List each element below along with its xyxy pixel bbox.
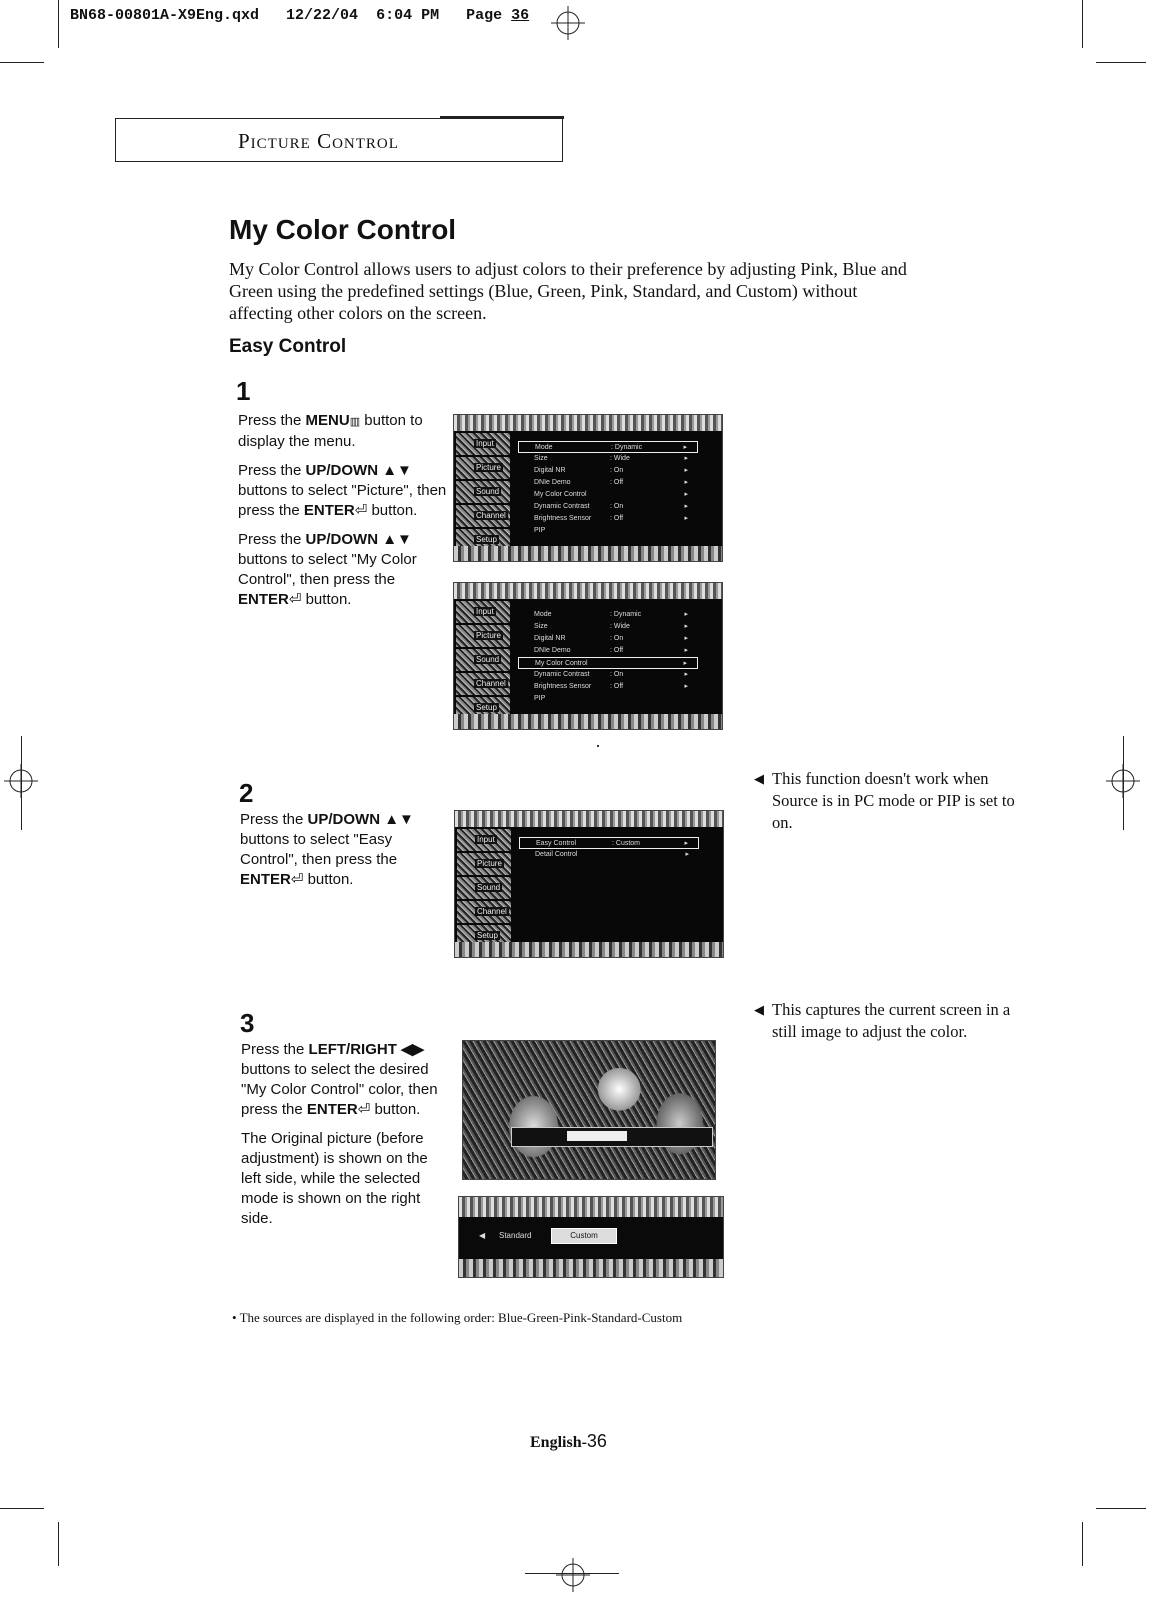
menu-row [518, 489, 698, 501]
menu-row-label: Digital NR [534, 635, 566, 642]
menu-row-value: : On [610, 635, 624, 642]
instruction-text: buttons to select "My Color Control", then press the [238, 551, 417, 588]
menu-row [518, 657, 698, 669]
registration-mark-icon [556, 1558, 590, 1592]
menu-row-value: : On [610, 671, 624, 678]
menu-row-label: Easy Control [536, 840, 577, 847]
instruction-text: Press the [240, 811, 308, 828]
step-instructions [238, 411, 448, 619]
key-name: ENTER [306, 1101, 358, 1118]
menu-row-value: : Off [610, 647, 624, 654]
key-name: MENU [305, 412, 350, 429]
tv-menu-screenshot [454, 810, 724, 958]
instruction-text: The Original picture (before adjustment) is shown on the left side, while the selected mode is shown on the right side. [241, 1130, 428, 1227]
sidebar-item-input [456, 433, 510, 455]
arrow-right-icon: ▸ [684, 479, 688, 486]
instruction-text: button. [371, 502, 418, 519]
crop-mark [21, 736, 22, 830]
menu-row-label: My Color Control [534, 491, 587, 498]
instruction-paragraph [238, 461, 448, 521]
key-name: ENTER [240, 871, 291, 888]
subheading: Easy Control [229, 336, 347, 357]
menu-row-label: Digital NR [534, 467, 566, 474]
footnote-text: The sources are displayed in the following order: Blue-Green-Pink-Standard-Custom [239, 1310, 683, 1325]
easy-control-bar-screenshot [458, 1196, 724, 1278]
menu-row-label: PIP [534, 527, 546, 534]
menu-row [518, 693, 698, 705]
arrow-right-icon: ▸ [684, 647, 688, 654]
menu-row-value: : Dynamic [610, 611, 642, 618]
menu-sidebar [454, 599, 512, 714]
arrow-right-icon: ▸ [684, 611, 688, 618]
arrow-right-icon: ▸ [684, 455, 688, 462]
arrow-right-icon: ▸ [684, 683, 688, 690]
arrow-right-icon: ▸ [684, 491, 688, 498]
arrow-right-icon: ▸ [683, 444, 687, 451]
instruction-paragraph [238, 411, 448, 452]
print-date: 12/22/04 [286, 7, 359, 24]
sidebar-item-sound [457, 877, 511, 899]
crop-mark [0, 1508, 44, 1509]
print-page-num: 36 [511, 7, 530, 24]
intro-paragraph: My Color Control allows users to adjust colors to their preference by adjusting Pink, Blue and Green using the predefined settings (Blue, Green, Pink, Standard, and Custom) without affecting other colors on the screen. [229, 259, 907, 323]
instruction-text: Press the [238, 462, 306, 479]
arrow-right-icon: ▸ [683, 660, 687, 667]
menu-row-value: : Off [610, 479, 624, 486]
menu-help-bar [454, 546, 722, 561]
instruction-text: Press the [238, 412, 306, 429]
easy-option-left: Standard [499, 1231, 532, 1240]
menu-help-bar [455, 942, 723, 957]
sidebar-label: Sound [476, 487, 500, 496]
menu-row [518, 609, 698, 621]
menu-title-bar [454, 583, 722, 599]
menu-row [518, 621, 698, 633]
menu-row [518, 669, 698, 681]
sidebar-label: Input [476, 607, 494, 616]
instruction-text: button. [305, 591, 352, 608]
sidebar-label: Setup [477, 931, 498, 940]
sidebar-label: Setup [476, 535, 497, 544]
menu-sidebar [455, 827, 513, 942]
crop-mark [0, 62, 44, 63]
side-note [754, 768, 1032, 834]
key-name: LEFT/RIGHT ◀▶ [308, 1041, 425, 1058]
sidebar-label: Setup [476, 703, 497, 712]
sidebar-label: Picture [476, 463, 501, 472]
menu-row-value: : Wide [610, 623, 630, 630]
key-name: ENTER [303, 502, 355, 519]
instruction-text: button to display the menu. [238, 412, 423, 450]
menu-row-value: : On [610, 503, 624, 510]
key-name: UP/DOWN ▲▼ [305, 462, 412, 479]
menu-row-value: : Off [610, 683, 624, 690]
arrow-right-icon: ▸ [684, 503, 688, 510]
section-title: Picture Control [238, 129, 399, 153]
instruction-paragraph [238, 530, 448, 610]
page-number-prefix: English- [530, 1434, 587, 1451]
arrow-right-icon: ▸ [685, 851, 689, 858]
menu-row [518, 633, 698, 645]
arrow-right-icon: ▸ [684, 623, 688, 630]
menu-row [518, 525, 698, 537]
key-name: ENTER [238, 591, 289, 608]
menu-row [518, 441, 698, 453]
menu-title-bar [454, 415, 722, 431]
menu-row [518, 681, 698, 693]
instruction-paragraph [241, 1129, 451, 1229]
print-file: BN68-00801A-X9Eng.qxd [70, 7, 260, 24]
instruction-paragraph [240, 810, 450, 890]
instruction-text: Press the [238, 531, 306, 548]
sidebar-item-channel [456, 505, 510, 527]
crop-mark [1123, 736, 1124, 830]
menu-title-bar [455, 811, 723, 827]
arrow-right-icon: ▸ [684, 467, 688, 474]
note-text: This captures the current screen in a still image to adjust the color. [772, 1000, 1011, 1041]
sidebar-label: Channel [476, 511, 506, 520]
sidebar-item-channel [456, 673, 510, 695]
sidebar-label: Sound [476, 655, 500, 664]
sidebar-label: Sound [477, 883, 501, 892]
crop-mark [1082, 1522, 1083, 1566]
sidebar-label: Picture [476, 631, 501, 640]
menu-row-label: Mode [534, 611, 552, 618]
crop-mark [58, 0, 59, 48]
crop-mark [58, 1522, 59, 1566]
note-pointer-icon: ◀ [754, 1002, 764, 1017]
crop-mark [525, 1573, 619, 1574]
instruction-text: button. [374, 1101, 421, 1118]
menu-row-label: My Color Control [535, 660, 588, 667]
enter-key-icon: ⏎ [290, 871, 304, 888]
sidebar-label: Input [477, 835, 495, 844]
instruction-text: button. [307, 871, 354, 888]
sidebar-label: Channel [476, 679, 506, 688]
sidebar-item-input [456, 601, 510, 623]
step-number: 2 [239, 778, 254, 808]
menu-row-value: : Wide [610, 455, 630, 462]
menu-sidebar [454, 431, 512, 546]
menu-row-value: : Off [610, 515, 624, 522]
menu-row [519, 837, 699, 849]
menu-help-bar [454, 714, 722, 729]
arrow-right-icon: ▸ [684, 515, 688, 522]
print-page-label: Page [466, 7, 503, 24]
step-instructions [241, 1040, 451, 1238]
menu-row [518, 453, 698, 465]
step-number: 1 [236, 376, 251, 406]
instruction-text: buttons to select "Picture", then press the [238, 482, 447, 519]
instruction-text: Press the [241, 1041, 309, 1058]
key-name: UP/DOWN ▲▼ [307, 811, 414, 828]
tv-menu-screenshot [453, 414, 723, 562]
menu-row-label: Size [534, 623, 548, 630]
side-note [754, 999, 1032, 1043]
sidebar-label: Channel [477, 907, 507, 916]
menu-help-bar [459, 1259, 723, 1277]
menu-row [518, 645, 698, 657]
tv-menu-screenshot [453, 582, 723, 730]
instruction-text: buttons to select "Easy Control", then press the [240, 831, 398, 868]
enter-key-icon: ⏎ [288, 591, 302, 608]
enter-key-icon: ⏎ [354, 502, 368, 519]
menu-row [518, 477, 698, 489]
sidebar-item-picture [456, 457, 510, 479]
print-time: 6:04 PM [376, 7, 440, 24]
note-pointer-icon: ◀ [754, 771, 764, 786]
selected-color-highlight [567, 1131, 627, 1141]
menu-row [518, 513, 698, 525]
sidebar-item-channel [457, 901, 511, 923]
note-text: This function doesn't work when Source is in PC mode or PIP is set to on. [772, 769, 1015, 832]
step-instructions [240, 810, 450, 899]
sidebar-item-picture [456, 625, 510, 647]
footnote [232, 1310, 682, 1326]
menu-row-label: Dynamic Contrast [534, 671, 590, 678]
crop-mark [1096, 1508, 1146, 1509]
menu-row-label: Detail Control [535, 851, 578, 858]
registration-mark-icon [551, 6, 585, 40]
sidebar-label: Input [476, 439, 494, 448]
crop-mark [1082, 0, 1083, 48]
menu-row [518, 465, 698, 477]
sidebar-label: Picture [477, 859, 502, 868]
page-number [530, 1431, 607, 1452]
sidebar-item-picture [457, 853, 511, 875]
menu-row-value: : Custom [612, 840, 641, 847]
section-header [115, 118, 563, 162]
easy-option-selected: Custom [551, 1228, 617, 1244]
print-header [70, 7, 529, 24]
menu-row-label: PIP [534, 695, 546, 702]
arrow-right-icon: ▸ [684, 671, 688, 678]
menu-row-label: DNIe Demo [534, 479, 571, 486]
menu-row-label: Size [534, 455, 548, 462]
menu-row [519, 849, 699, 861]
menu-row-label: Brightness Sensor [534, 683, 592, 690]
menu-row-label: Dynamic Contrast [534, 503, 590, 510]
arrow-right-icon: ▸ [684, 635, 688, 642]
menu-row-label: Brightness Sensor [534, 515, 592, 522]
still-image-screenshot [462, 1040, 716, 1180]
crop-mark [1096, 62, 1146, 63]
sidebar-item-sound [456, 481, 510, 503]
sidebar-item-input [457, 829, 511, 851]
menu-row-label: DNIe Demo [534, 647, 571, 654]
bullet-icon: • [232, 1310, 237, 1325]
page-title: My Color Control [229, 214, 457, 245]
menu-row [518, 501, 698, 513]
menu-key-icon: ▥ [349, 416, 361, 428]
menu-row-value: : Dynamic [611, 444, 643, 451]
instruction-text: buttons to select the desired "My Color Control" color, then press the [241, 1061, 438, 1118]
instruction-paragraph [241, 1040, 451, 1120]
menu-title-bar [459, 1197, 723, 1217]
arrow-left-icon: ◀ [479, 1231, 486, 1240]
step-number: 3 [240, 1008, 255, 1038]
sidebar-item-sound [456, 649, 510, 671]
enter-key-icon: ⏎ [357, 1101, 371, 1118]
menu-row-label: Mode [535, 444, 553, 451]
key-name: UP/DOWN ▲▼ [305, 531, 412, 548]
menu-row-value: : On [610, 467, 624, 474]
speck [597, 745, 599, 747]
page-number-value: 36 [586, 1431, 607, 1451]
arrow-right-icon: ▸ [684, 840, 688, 847]
